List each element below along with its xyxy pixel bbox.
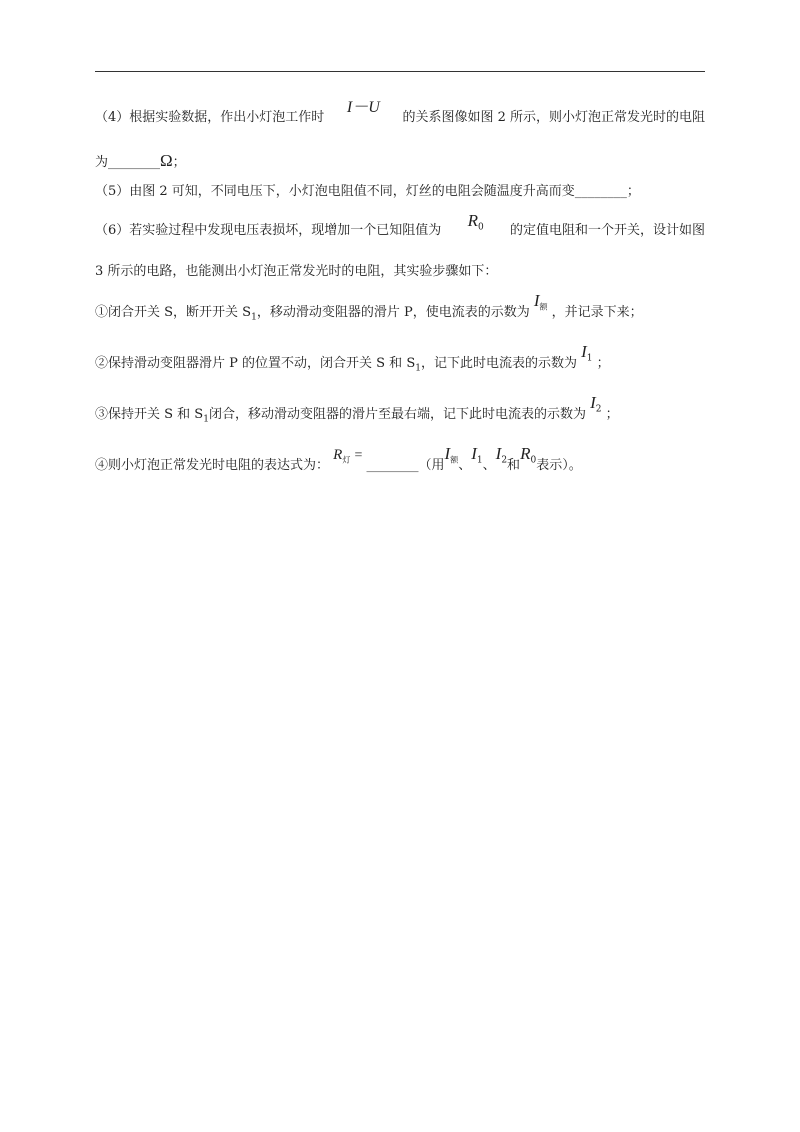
i-rated-symbol-2: $I_额$ <box>444 444 459 465</box>
step4-text-b: （用 <box>418 458 445 473</box>
r-lamp-symbol: $R_灯$ = <box>333 447 363 465</box>
i1-symbol: $I_1$ <box>581 342 593 364</box>
step4-text-a: ④则小灯泡正常发光时电阻的表达式为： <box>95 458 330 473</box>
q6-text-c: 3 所示的电路，也能测出小灯泡正常发光时的电阻，其实验步骤如下： <box>95 264 498 279</box>
q4-text-a: （4）根据实验数据，作出小灯泡工作时 <box>95 110 325 125</box>
q4-line2 <box>95 151 186 173</box>
i2-symbol-2: $I_2$ <box>495 444 508 466</box>
step3-text-a: ③保持开关 S 和 S <box>95 407 204 422</box>
step4-sep1: 、 <box>458 458 472 473</box>
step2-s1-sub: 1 <box>415 363 421 374</box>
step4-text-c: 表示）。 <box>536 458 582 473</box>
step1-line <box>95 291 643 328</box>
q6-text-a: （6）若实验过程中发现电压表损坏，现增加一个已知阻值为 <box>95 223 442 238</box>
step2-line <box>95 342 610 379</box>
i-rated-symbol: $I_额$ <box>533 291 548 312</box>
step2-text-a: ②保持滑动变阻器滑片 P 的位置不动，闭合开关 S 和 S <box>95 356 416 371</box>
q5-text-a: （5）由图 2 可知，不同电压下，小灯泡电阻值不同，灯丝的电阻会随温度升高而变 <box>95 184 575 199</box>
step4-blank[interactable]: ________ <box>366 458 419 473</box>
i2-symbol: $I_2$ <box>590 393 602 415</box>
step1-s1-sub: 1 <box>251 312 257 323</box>
step3-line <box>95 393 619 430</box>
step2-text-b: ，记下此时电流表的示数为 <box>420 356 577 371</box>
step4-and: 和 <box>507 458 521 473</box>
q6-line1 <box>95 211 705 248</box>
i-u-symbol: I－U <box>346 99 380 116</box>
step4-line <box>95 444 582 481</box>
q5-line <box>95 182 640 202</box>
step3-text-b: 闭合，移动滑动变阻器的滑片至最右端，记下此时电流表的示数为 <box>208 407 586 422</box>
q5-blank[interactable]: ________ <box>574 184 627 199</box>
q4-text-e: ； <box>172 155 186 170</box>
q4-text-c: 为 <box>95 155 109 170</box>
r0-symbol: $R_0$ <box>467 211 484 233</box>
q4-blank[interactable]: ________ <box>108 155 161 170</box>
step1-text-c: ，并记录下来； <box>551 305 643 320</box>
q6-line2 <box>95 262 497 282</box>
i1-symbol-2: $I_1$ <box>471 444 483 466</box>
header-rule <box>95 71 705 72</box>
q4-line1 <box>95 99 705 128</box>
step4-sep2: 、 <box>482 458 496 473</box>
ohm-unit: Ω <box>160 151 173 170</box>
step2-text-c: ； <box>596 356 610 371</box>
step1-text-b: ，移动滑动变阻器的滑片 P，使电流表的示数为 <box>256 305 530 320</box>
step3-text-c: ； <box>605 407 619 422</box>
r0-symbol-2: $R_0$ <box>520 444 537 466</box>
q5-end: ； <box>626 184 640 199</box>
step1-text-a: ①闭合开关 S，断开开关 S <box>95 305 252 320</box>
step3-s1-sub: 1 <box>203 414 209 425</box>
q4-text-b: 的关系图像如图 2 所示，则小灯泡正常发光时的电阻 <box>402 110 705 125</box>
q6-text-b: 的定值电阻和一个开关，设计如图 <box>509 223 705 238</box>
